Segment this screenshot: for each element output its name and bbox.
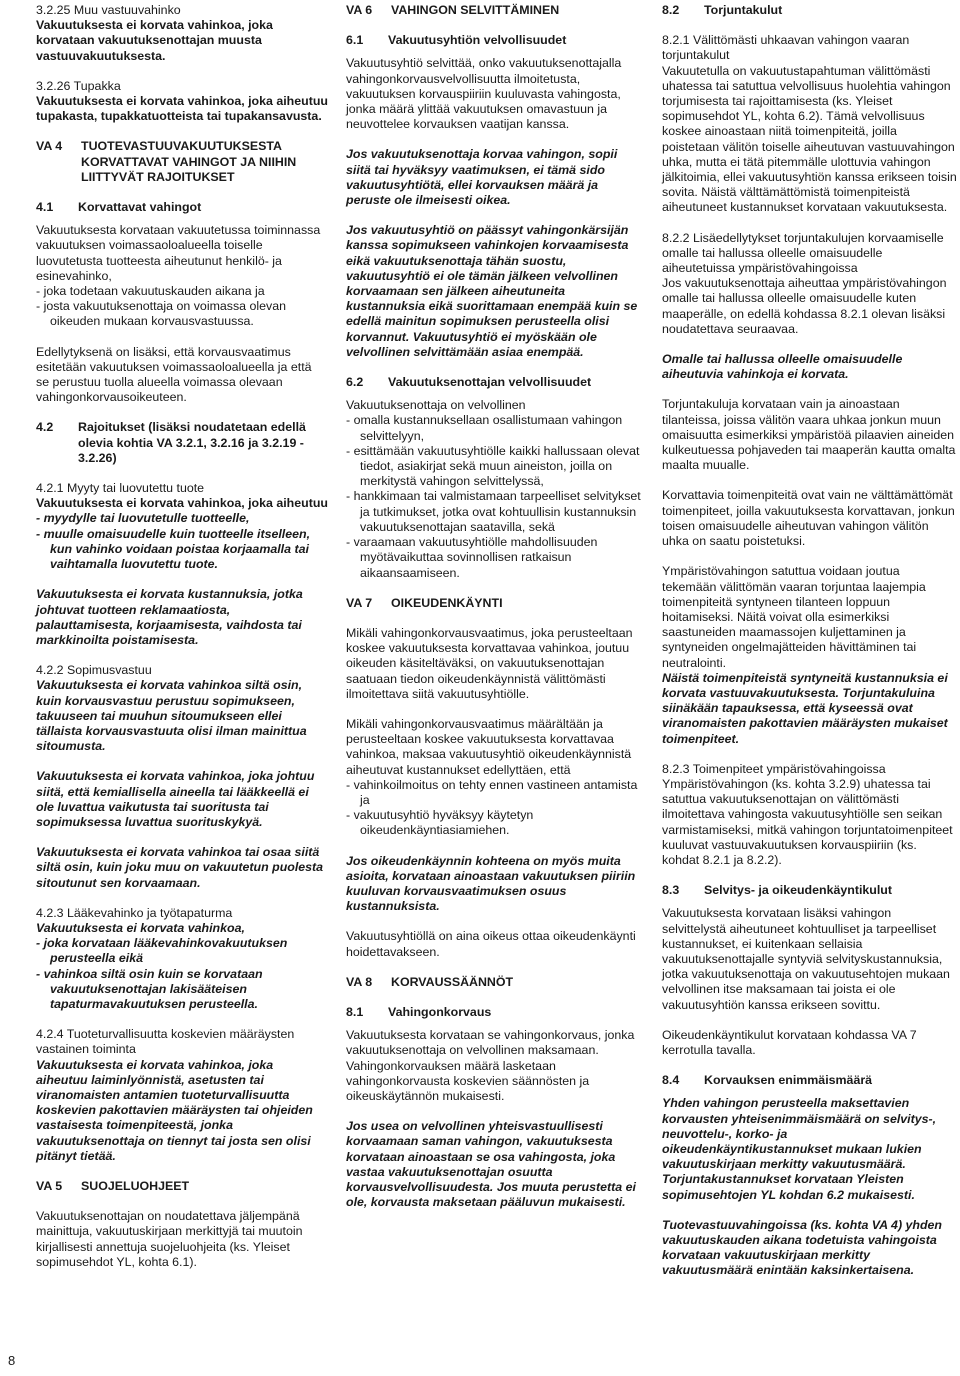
paragraph: Vakuutusyhtiö selvittää, onko vakuutuksenottajalla vahingonkorvausvelvollisuutta ilmoitetusta, vakuutuksen korvauspiiriin kuuluvasta vahingosta, jonka määrä ylittää vakuutuksen omavastuun ja neuvottelee korvauksen vaatijan kanssa. xyxy=(346,56,622,132)
paragraph: Vakuutuksesta ei korvata kustannuksia, jotka johtuvat tuotteen reklamaatiosta, palauttamisesta, korjaamisesta, vaihdosta tai markkinoilta poistamisesta. xyxy=(36,587,303,647)
paragraph: Jos vakuutuksenottaja korvaa vahingon, sopii siitä tai hyväksyy vaatimuksen, ei tämä sido vakuutusyhtiötä, ellei korvauksen määrä ja peruste ole ilmeisesti oikea. xyxy=(346,147,618,208)
spacer xyxy=(36,891,328,906)
paragraph: Vakuutuksesta ei korvata vahinkoa, joka johtuu siitä, että kemiallisella aineella tai lääkkeellä ei ole luvattua vaikutusta tai suoritusta tai sopimuksessa luvattua suorituskykyä. xyxy=(36,769,315,829)
section-title: Torjuntakulut xyxy=(704,3,783,17)
list-item: - muulle omaisuudelle kuin tuotteelle itselleen, kun vahinko voidaan poistaa korjaamalla tai vaihtamalla luovutettu tuote. xyxy=(36,526,311,572)
column-1 xyxy=(36,3,328,1270)
list-item: - myydylle tai luovutetulle tuotteelle, xyxy=(36,511,250,526)
paragraph: Vakuutuksesta korvataan vakuutetussa toiminnassa vakuutuksen voimassaoloalueella toiselle luovutetusta tuotteesta aiheutunut henkilö- ja esinevahinko, xyxy=(36,223,321,283)
spacer xyxy=(662,1088,957,1096)
spacer xyxy=(662,18,957,33)
section-heading xyxy=(346,596,641,611)
spacer xyxy=(36,1012,328,1027)
paragraph: Vakuutetulla on vakuutustapahtuman välittömästi uhatessa tai satuttua velvollisuus huolehtia vahingon torjumisesta tai rajoittamisesta (ks. Yleiset sopimusehdot YL, kohta 6.2). Tämä velvollisuus koskee ainoastaan niitä toimenpiteitä, joilla poistetaan välitön toiselle aiheutuvan vastuuvahingon uhka, mutta ei tätä pitemmälle ulottuvia vahingon jälkitoimia, ellei vakuutusyhtiön kanssa erikseen toisin sovita. Näistä välttämättömistä toimenpiteistä aiheutuneet kustannukset korvataan vakuutuksesta. xyxy=(662,63,957,215)
section-heading xyxy=(36,200,328,215)
spacer xyxy=(346,18,641,33)
paragraph: Vakuutusyhtiöllä on aina oikeus ottaa oikeudenkäynti hoidettavakseen. xyxy=(346,929,636,959)
page-number: 8 xyxy=(8,1353,16,1368)
list-item: - vahinkoa siltä osin kuin se korvataan vakuutuksenottajan lakisääteisen tapaturmavakuutuksen perusteella. xyxy=(36,966,263,1011)
paragraph: Jos oikeudenkäynnin kohteena on myös muita asioita, korvataan ainoastaan vakuutuksen piiriin kuuluvan korvausvaatimuksen osuus kustannuksista. xyxy=(346,853,636,914)
spacer xyxy=(662,1013,957,1028)
section-number: 8.4 xyxy=(662,1073,680,1088)
spacer xyxy=(36,830,328,845)
paragraph: Vakuutuksenottajan on noudatettava jäljempänä mainittuja, vakuutuskirjaan merkittyjä tai muutoin kirjallisesti annettuja suojeluohjeita (ks. Yleiset sopimusehdot YL, kohta 6.1). xyxy=(36,1209,303,1269)
paragraph: Mikäli vahingonkorvausvaatimus määrältään ja perusteeltaan koskee vakuutuksesta korvattavaa vahinkoa, maksaa vakuutusyhtiö oikeudenkäynnistä aiheutuvat kustannukset edellyttäen, että xyxy=(346,716,632,777)
spacer xyxy=(36,648,328,663)
list-item: - varaamaan vakuutusyhtiölle mahdollisuuden myötävaikuttaa sovinnollisen ratkaisun aikaansaamiseen. xyxy=(346,535,598,580)
spacer xyxy=(662,473,957,488)
spacer xyxy=(36,64,328,79)
section-title: Vahingonkorvaus xyxy=(388,1004,492,1019)
paragraph: Korvattavia toimenpiteitä ovat vain ne välttämättömät toimenpiteet, joilla vakuutuksesta korvattavan, jonkun toisen omaisuudelle aiheutuvan vahingon välitön uhka on saatu poistetuksi. xyxy=(662,488,955,549)
spacer xyxy=(346,390,641,398)
paragraph: Mikäli vahingonkorvausvaatimus, joka perusteeltaan koskee vakuutuksesta korvattavaa vahinkoa, joutuu oikeuden käsiteltäväksi, on vakuutuksenottajan saatuaan tiedon oikeudenkäynnistä välittömästi ilmoitettava siitä vakuutusyhtiölle. xyxy=(346,625,633,701)
list-item: - vakuutusyhtiö hyväksyy käytetyn oikeudenkäyntiasiamiehen. xyxy=(346,808,534,838)
paragraph: Vakuutuksesta ei korvata vahinkoa, joka aiheutuu laiminlyönnistä, asetusten tai viranomaisten antamien tuoteturvallisuutta koskevien pakottavien määräysten tai ohjeiden vastaisesta toimenpiteestä, jonka vakuutuksenottaja on tiennyt tai josta sen olisi pitänyt tietää. xyxy=(36,1057,313,1163)
paragraph: Vakuutuksesta ei korvata vahinkoa, joka aiheutuu tupakasta, tupakkatuotteista tai tupakansavusta. xyxy=(36,94,328,124)
spacer xyxy=(662,1058,957,1073)
spacer xyxy=(36,405,328,420)
paragraph: Torjuntakuluja korvataan vain ja ainoastaan tilanteissa, joissa välitön vaara uhkaa jonkun muun omaisuutta esimerkiksi ympäristöä pilaavien aineiden kulkeutuessa pohjaveden tai maaperän kautta omalta maalta muualle. xyxy=(662,397,956,473)
spacer xyxy=(36,754,328,769)
spacer xyxy=(346,611,641,626)
spacer xyxy=(662,1203,957,1218)
spacer xyxy=(36,466,328,481)
paragraph: 3.2.25 Muu vastuuvahinko xyxy=(36,3,181,17)
section-title: TUOTEVASTUUVAKUUTUKSESTA KORVATTAVAT VAHINGOT JA NIIHIN LIITTYVÄT RAJOITUKSET xyxy=(81,139,297,184)
section-title: Rajoitukset (lisäksi noudatetaan edellä olevia kohtia VA 3.2.1, 3.2.16 ja 3.2.19 - 3.2.26) xyxy=(78,420,306,465)
section-number: 4.1 xyxy=(36,200,54,215)
list-item: - josta vakuutuksenottaja on voimassa olevan oikeuden mukaan korvausvastuussa. xyxy=(36,299,287,329)
spacer xyxy=(346,960,641,975)
spacer xyxy=(346,360,641,375)
spacer xyxy=(346,914,641,929)
spacer xyxy=(662,747,957,762)
section-number: VA 8 xyxy=(346,974,373,989)
paragraph: 8.2.2 Lisäedellytykset torjuntakulujen korvaamiselle omalle tai hallussa olleelle omaisuudelle aiheutetuissa ympäristövahingoissa xyxy=(662,230,944,276)
paragraph: Vakuutuksenottaja on velvollinen xyxy=(346,398,526,413)
list-item: - hankkimaan tai valmistamaan tarpeelliset selvitykset ja tutkimukset, jotka ovat kohtuullisin kustannuksin vakuutuksenottajan saatavilla, sekä xyxy=(346,489,641,534)
paragraph: Omalle tai hallussa olleelle omaisuudelle aiheutuvia vahinkoja ei korvata. xyxy=(662,352,903,382)
paragraph: Vakuutuksesta ei korvata vahinkoa tai osaa siitä siltä osin, kuin joku muu on vakuutetun puolesta sitoutunut sen korvaamaan. xyxy=(36,845,324,890)
spacer xyxy=(662,549,957,564)
list-item: - joka todetaan vakuutuskauden aikana ja xyxy=(36,284,265,299)
spacer xyxy=(662,898,957,906)
section-title: KORVAUSSÄÄNNÖT xyxy=(391,974,514,989)
section-title: Selvitys- ja oikeudenkäyntikulut xyxy=(704,883,892,898)
section-heading xyxy=(662,883,957,898)
paragraph: 4.2.2 Sopimusvastuu xyxy=(36,663,152,678)
section-heading xyxy=(36,139,328,185)
list-item: - vahinkoilmoitus on tehty ennen vastineen antamista ja xyxy=(346,777,638,807)
spacer xyxy=(662,868,957,883)
spacer xyxy=(346,839,641,854)
paragraph: Vakuutuksesta ei korvata vahinkoa, xyxy=(36,920,245,935)
section-number: 6.2 xyxy=(346,375,364,390)
section-number: 6.1 xyxy=(346,33,364,48)
paragraph: Vakuutuksesta korvataan se vahingonkorvaus, jonka vakuutuksenottaja on velvollinen maksamaan. Vahingonkorvauksen määrä lasketaan vahingonkorvausta koskevien säännösten ja oikeuskäytännön mukaisesti. xyxy=(346,1028,635,1103)
spacer xyxy=(346,1020,641,1028)
section-heading xyxy=(346,33,641,48)
section-heading xyxy=(346,1005,641,1020)
paragraph: Ympäristövahingon satuttua voidaan joutua tekemään välittömän vaaran torjuntaa laajempia toimenpiteitä syntyneen tilanteen loppuun hoitamiseksi. Näitä voivat olla esimerkiksi saastuneiden maamassojen kuljettaminen ja syntyneiden ongelmajätteiden hävittäminen tai neutralointi. xyxy=(662,564,926,670)
section-heading xyxy=(346,975,641,990)
section-title: Korvattavat vahingot xyxy=(78,200,202,215)
list-item: - joka korvataan lääkevahinkovakuutuksen perusteella eikä xyxy=(36,936,288,966)
spacer xyxy=(346,581,641,596)
section-number: 8.3 xyxy=(662,883,680,898)
paragraph: 3.2.26 Tupakka xyxy=(36,78,121,93)
section-title: Vakuutusyhtiön velvollisuudet xyxy=(388,33,567,48)
paragraph: Näistä toimenpiteistä syntyneitä kustannuksia ei korvata vastuuvakuutuksesta. Torjuntakuluina siinäkään tapauksessa, että kyseessä ovat viranomaisten pakottavien määräysten mukaiset toimenpiteet. xyxy=(662,670,948,746)
section-number: 8.1 xyxy=(346,1004,364,1019)
paragraph: 8.2.1 Välittömästi uhkaavan vahingon vaaran torjuntakulut xyxy=(662,33,910,63)
spacer xyxy=(36,215,328,223)
spacer xyxy=(36,1194,328,1209)
paragraph: 4.2.1 Myyty tai luovutettu tuote xyxy=(36,481,205,496)
paragraph: Edellytyksenä on lisäksi, että korvausvaatimus esitetään vakuutuksen voimassaoloalueella ja että se perustuu tuolla alueella voimassa olevaan vahingonkorvausoikeuteen. xyxy=(36,344,312,405)
spacer xyxy=(346,1104,641,1119)
section-heading xyxy=(36,1179,328,1194)
section-heading xyxy=(346,3,641,18)
spacer xyxy=(346,132,641,147)
list-item: - esittämään vakuutusyhtiölle kaikki hallussaan olevat tiedot, asiakirjat sekä muun aineiston, joilla on merkitystä vahingon selvittelyssä, xyxy=(346,443,640,489)
spacer xyxy=(346,702,641,717)
paragraph: Vakuutuksesta korvataan lisäksi vahingon selvittelystä aiheutuneet kohtuulliset ja tarpeelliset kustannukset, ei kuitenkaan sellaisia vakuutuksenottajalle syntyviä selvityskustannuksia, jotka vakuutuksenottaja on vakuutusehtojen mukaan velvollinen itse maksamaan tai joista ei ole vakuutusyhtiön kanssa erikseen sovittu. xyxy=(662,906,950,1012)
section-title: VAHINGON SELVITTÄMINEN xyxy=(391,3,560,17)
paragraph: Ympäristövahingon (ks. kohta 3.2.9) uhatessa tai satuttua vakuutuksenottajan on välittömästi ilmoitettava vahingosta vakuutusyhtiölle sen seikan varmistamiseksi, mitkä vahingon torjuntatoimenpiteet kuuluvat vastuuvakuutuksen korvauspiiriin (ks. kohdat 8.2.1 ja 8.2.2). xyxy=(662,776,953,867)
section-title: OIKEUDENKÄYNTI xyxy=(391,595,503,610)
spacer xyxy=(36,124,328,139)
paragraph: Jos vakuutuksenottaja aiheuttaa ympäristövahingon omalle tai hallussa olleelle omaisuudelle kuten maaperälle, on edellä kohdassa 8.2.1 olevan lisäksi noudatettava seuraavaa. xyxy=(662,276,947,336)
section-number: VA 4 xyxy=(36,139,63,154)
section-number: VA 5 xyxy=(36,1179,63,1193)
spacer xyxy=(346,208,641,223)
column-3 xyxy=(662,3,957,1279)
paragraph: Vakuutuksesta ei korvata vahinkoa siltä osin, kuin korvausvastuu perustuu sopimukseen, takuuseen tai muuhun sitoumukseen ellei tällaista korvausvastuuta olisi ilman mainittua sitoumusta. xyxy=(36,678,307,754)
section-heading xyxy=(662,3,957,18)
section-title: Vakuutuksenottajan velvollisuudet xyxy=(388,375,592,390)
section-number: VA 7 xyxy=(346,595,373,610)
section-title: SUOJELUOHJEET xyxy=(81,1179,190,1193)
paragraph: 8.2.3 Toimenpiteet ympäristövahingoissa xyxy=(662,761,886,776)
column-2 xyxy=(346,3,641,1210)
paragraph: 4.2.4 Tuoteturvallisuutta koskevien määräysten vastainen toiminta xyxy=(36,1027,295,1057)
section-number: 4.2 xyxy=(36,420,54,435)
paragraph: Vakuutuksesta ei korvata vahinkoa, joka korvataan vakuutuksenottajan muusta vastuuvakuutuksesta. xyxy=(36,18,273,63)
paragraph: Vakuutuksesta ei korvata vahinkoa, joka aiheutuu xyxy=(36,496,328,511)
section-heading xyxy=(662,1073,957,1088)
section-title: Korvauksen enimmäismäärä xyxy=(704,1073,873,1088)
section-number: VA 6 xyxy=(346,3,373,17)
spacer xyxy=(662,382,957,397)
spacer xyxy=(346,48,641,56)
paragraph: Jos usea on velvollinen yhteisvastuullisesti korvaamaan saman vahingon, vakuutuksesta korvataan ainoastaan se osa vahingosta, joka vastaa vakuutuksenottajan osuutta korvausvelvollisuudesta. Jos muuta perustetta ei ole, korvausta maksetaan pääluvun mukaisesti. xyxy=(346,1119,636,1210)
list-item: - omalla kustannuksellaan osallistumaan vahingon selvittelyyn, xyxy=(346,413,623,443)
spacer xyxy=(346,990,641,1005)
paragraph: Yhden vahingon perusteella maksettavien korvausten yhteisenimmäismäärä on selvitys-, neuvottelu-, korko- ja oikeudenkäyntikustannukset mukaan lukien vakuutuskirjaan merkitty vakuutusmäärä. Torjuntakustannukset korvataan Yleisten sopimusehtojen YL kohdan 6.2 mukaisesti. xyxy=(662,1096,937,1202)
section-heading xyxy=(346,375,641,390)
paragraph: Jos vakuutusyhtiö on päässyt vahingonkärsijän kanssa sopimukseen vahinkojen korvaamisesta eikä vakuutuksenottaja tähän suostu, vakuutusyhtiö ei ole tämän jälkeen velvollinen korvaamaan sen jälkeen aiheutuneita kustannuksia eikä suorittamaan enempää kuin se edellä mainitun sopimuksen perusteella olisi korvannut. Vakuutusyhtiö ei myöskään ole velvollinen selvittämään asiaa enempää. xyxy=(346,223,638,359)
spacer xyxy=(36,185,328,200)
spacer xyxy=(36,1164,328,1179)
spacer xyxy=(36,330,328,345)
spacer xyxy=(662,216,957,231)
spacer xyxy=(36,572,328,587)
paragraph: 4.2.3 Lääkevahinko ja työtapaturma xyxy=(36,905,233,920)
section-number: 8.2 xyxy=(662,3,680,17)
section-heading xyxy=(36,420,328,466)
spacer xyxy=(662,337,957,352)
paragraph: Oikeudenkäyntikulut korvataan kohdassa VA 7 kerrotulla tavalla. xyxy=(662,1027,917,1057)
paragraph: Tuotevastuuvahingoissa (ks. kohta VA 4) yhden vakuutuskauden aikana todetuista vahingoista korvataan vakuutuskirjaan merkitty vakuutusmäärä enintään kaksinkertaisena. xyxy=(662,1217,942,1278)
